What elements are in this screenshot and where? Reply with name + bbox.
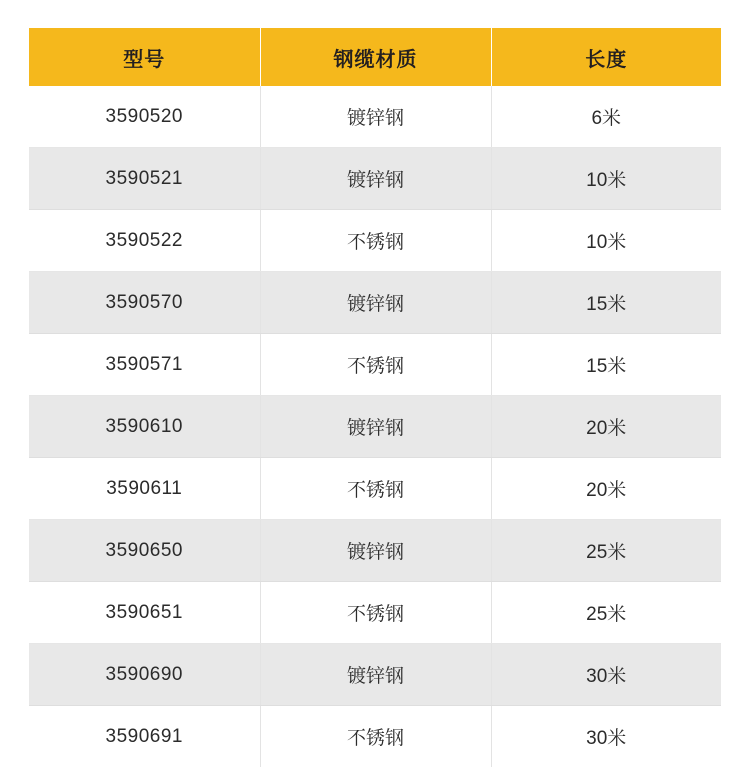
cell-model: 3590611 (29, 458, 260, 520)
cell-length: 30米 (491, 706, 721, 768)
cell-material: 镀锌钢 (260, 148, 491, 210)
cell-model: 3590651 (29, 582, 260, 644)
table-row (29, 86, 721, 148)
table-row (29, 458, 721, 520)
table-header (29, 28, 721, 86)
cell-length: 10米 (491, 148, 721, 210)
cell-length: 25米 (491, 520, 721, 582)
cell-model: 3590690 (29, 644, 260, 706)
table-row (29, 706, 721, 768)
product-spec-table (29, 28, 721, 767)
cell-material: 不锈钢 (260, 706, 491, 768)
cell-material: 不锈钢 (260, 334, 491, 396)
table-row (29, 272, 721, 334)
cell-length: 15米 (491, 272, 721, 334)
table-row (29, 148, 721, 210)
cell-material: 镀锌钢 (260, 644, 491, 706)
cell-material: 不锈钢 (260, 582, 491, 644)
cell-length: 15米 (491, 334, 721, 396)
cell-material: 不锈钢 (260, 210, 491, 272)
cell-material: 镀锌钢 (260, 272, 491, 334)
column-header-length: 长度 (491, 28, 721, 86)
cell-model: 3590650 (29, 520, 260, 582)
cell-length: 10米 (491, 210, 721, 272)
cell-material: 镀锌钢 (260, 520, 491, 582)
column-header-model: 型号 (29, 28, 260, 86)
cell-length: 25米 (491, 582, 721, 644)
cell-material: 不锈钢 (260, 458, 491, 520)
cell-material: 镀锌钢 (260, 396, 491, 458)
table-row (29, 334, 721, 396)
table-row (29, 520, 721, 582)
cell-length: 20米 (491, 396, 721, 458)
table-row (29, 396, 721, 458)
cell-length: 20米 (491, 458, 721, 520)
table-header-row (29, 28, 721, 86)
cell-length: 6米 (491, 86, 721, 148)
cell-model: 3590571 (29, 334, 260, 396)
cell-model: 3590521 (29, 148, 260, 210)
cell-model: 3590691 (29, 706, 260, 768)
table-row (29, 582, 721, 644)
table-row (29, 644, 721, 706)
cell-model: 3590610 (29, 396, 260, 458)
column-header-material: 钢缆材质 (260, 28, 491, 86)
cell-model: 3590570 (29, 272, 260, 334)
cell-material: 镀锌钢 (260, 86, 491, 148)
cell-length: 30米 (491, 644, 721, 706)
table-body (29, 86, 721, 767)
table-row (29, 210, 721, 272)
cell-model: 3590522 (29, 210, 260, 272)
cell-model: 3590520 (29, 86, 260, 148)
